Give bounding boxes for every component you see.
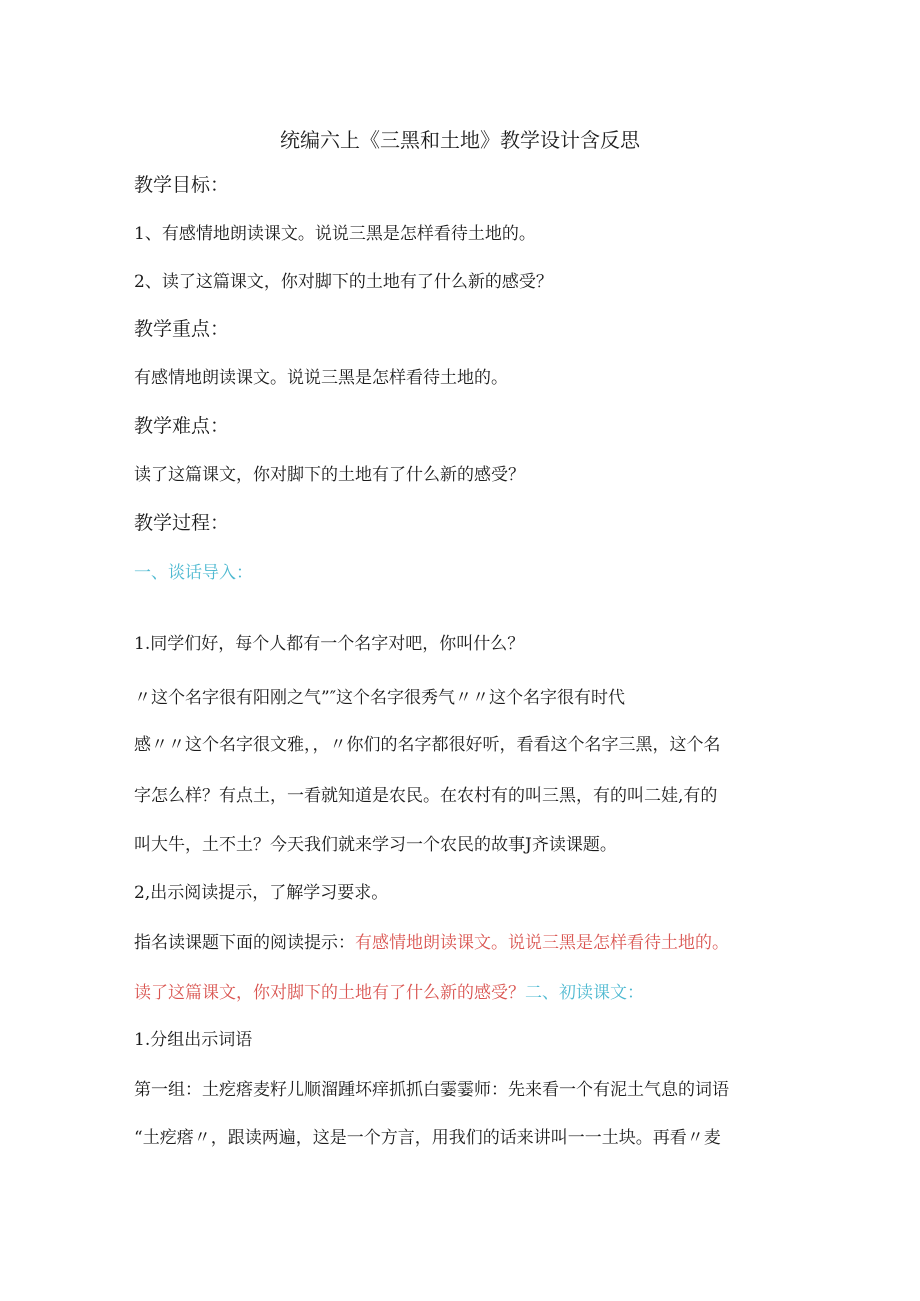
objective-2: 2、读了这篇课文，你对脚下的土地有了什么新的感受？ xyxy=(134,272,553,292)
paragraph-2-line-3: 字怎么样？有点土，一看就知道是农民。在农村有的叫三黑，有的叫二娃,有的 xyxy=(134,786,718,806)
paragraph-2-line-2: 感〃〃这个名字很文雅，，〃你们的名字都很好听，看看这个名字三黑，这个名 xyxy=(134,735,721,755)
objectives-heading: 教学目标： xyxy=(134,174,230,196)
key-points-heading: 教学重点： xyxy=(134,318,230,340)
part2-heading: 二、初读课文： xyxy=(525,983,644,1003)
paragraph-1: 1.同学们好，每个人都有一个名字对吧，你叫什么？ xyxy=(134,634,525,654)
objective-1: 1、有感情地朗读课文。说说三黑是怎样看待土地的。 xyxy=(134,224,536,244)
difficulty-heading: 教学难点： xyxy=(134,415,230,437)
part1-heading: 一、谈话导入： xyxy=(134,563,253,583)
reading-tip-1: 有感情地朗读课文。说说三黑是怎样看待土地的。 xyxy=(355,933,729,953)
paragraph-2-line-4: 叫大牛，土不土？今天我们就来学习一个农民的故事J齐读课题。 xyxy=(134,835,617,855)
paragraph-6: 1.分组出示词语 xyxy=(134,1030,253,1050)
paragraph-4 xyxy=(134,931,729,955)
reading-tip-2: 读了这篇课文，你对脚下的土地有了什么新的感受？ xyxy=(134,983,525,1003)
paragraph-2-line-1: 〃这个名字很有阳刚之气”″这个名字很秀气〃〃这个名字很有时代 xyxy=(134,688,626,708)
difficulty-text: 读了这篇课文，你对脚下的土地有了什么新的感受？ xyxy=(134,465,525,485)
key-points-text: 有感情地朗读课文。说说三黑是怎样看待土地的。 xyxy=(134,368,508,388)
paragraph-5 xyxy=(134,981,644,1005)
process-heading: 教学过程： xyxy=(134,512,230,534)
paragraph-7-line-2: “土疙瘩〃，跟读两遍，这是一个方言，用我们的话来讲叫一一土块。再看〃麦 xyxy=(134,1128,721,1148)
paragraph-4-prefix: 指名读课题下面的阅读提示： xyxy=(134,933,355,953)
paragraph-7-line-1: 第一组：土疙瘩麦籽儿顺溜踵坏痒抓抓白霎霎师：先来看一个有泥土气息的词语 xyxy=(134,1080,729,1100)
paragraph-3: 2,出示阅读提示，了解学习要求。 xyxy=(134,883,389,903)
document-title: 统编六上《三黑和土地》教学设计含反思 xyxy=(280,128,640,152)
